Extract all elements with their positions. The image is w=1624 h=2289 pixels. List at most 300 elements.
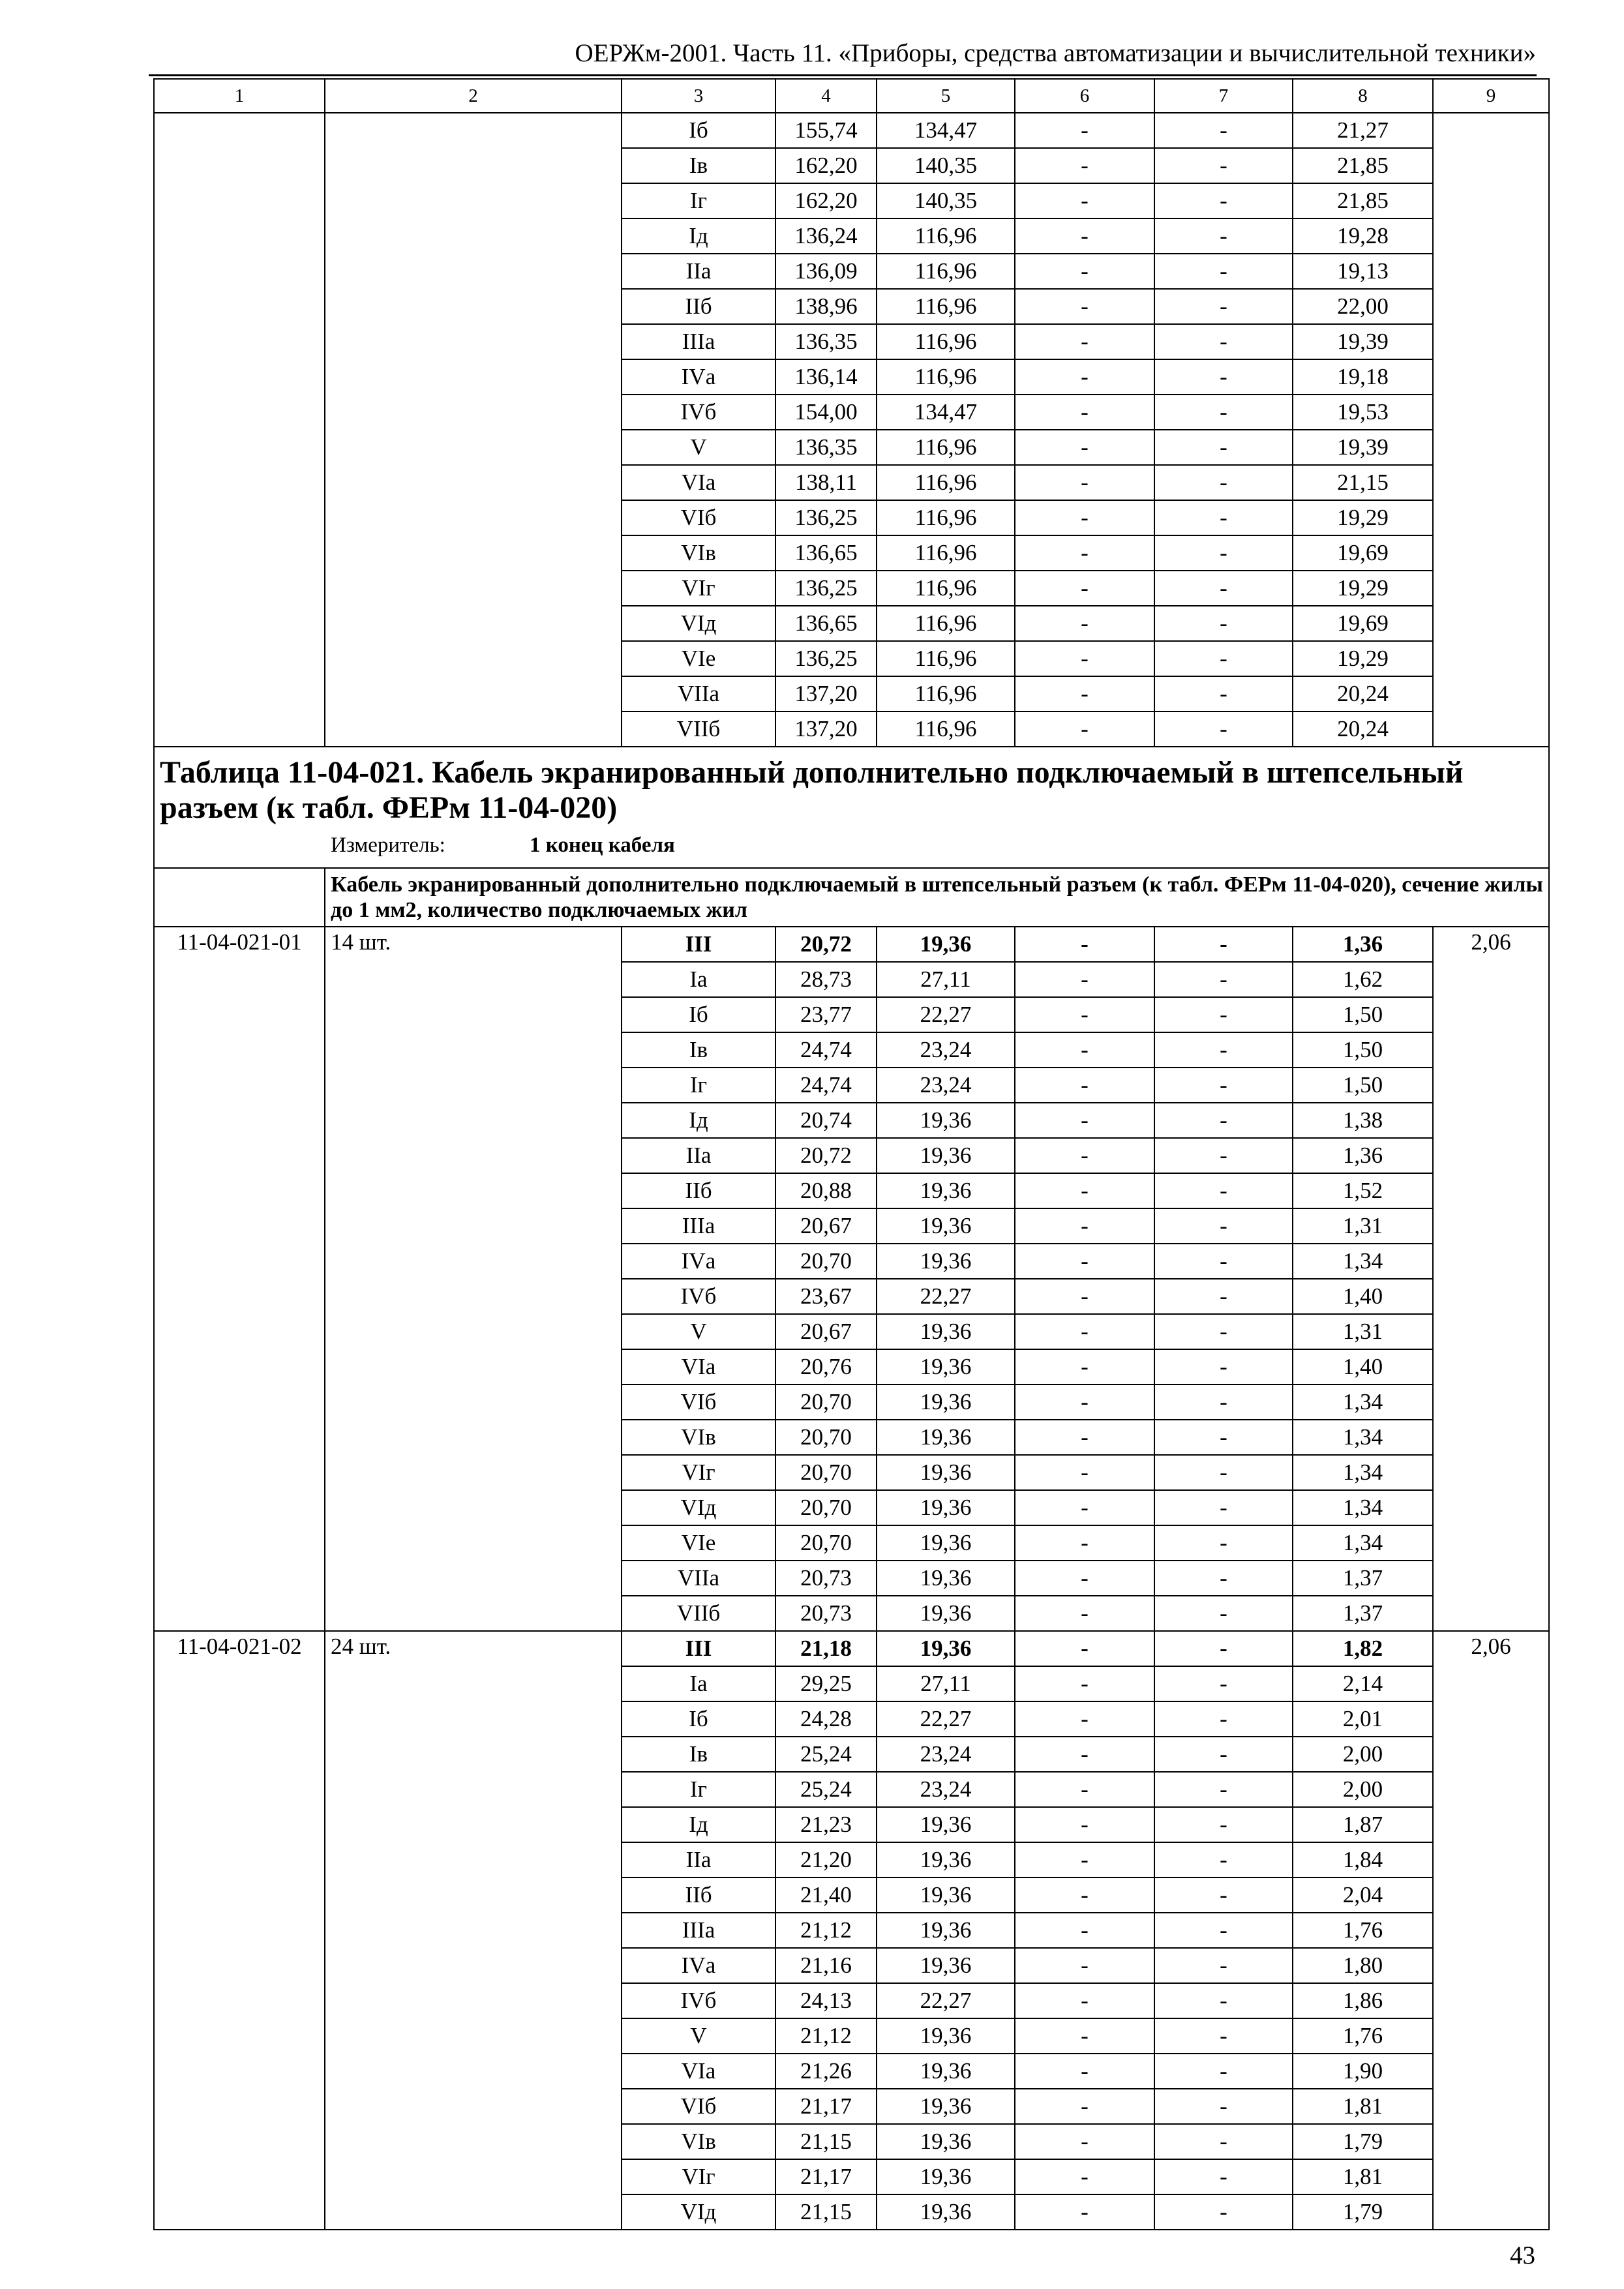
machine-cost-cell: - — [1015, 1525, 1154, 1561]
wage-cell: 23,24 — [877, 1772, 1015, 1807]
zone-cell: VIб — [622, 1384, 775, 1420]
zone-cell: VIе — [622, 641, 775, 676]
wage-cell: 19,36 — [877, 2018, 1015, 2054]
driver-wage-cell: - — [1154, 218, 1293, 254]
materials-cell: 2,01 — [1293, 1701, 1433, 1737]
driver-wage-cell: - — [1154, 254, 1293, 289]
materials-cell: 1,40 — [1293, 1279, 1433, 1314]
zone-cell: VIб — [622, 2089, 775, 2124]
machine-cost-cell: - — [1015, 395, 1154, 430]
machine-cost-cell: - — [1015, 1279, 1154, 1314]
total-cost-cell: 21,15 — [775, 2194, 877, 2230]
machine-cost-cell: - — [1015, 2089, 1154, 2124]
materials-cell: 2,14 — [1293, 1666, 1433, 1701]
driver-wage-cell: - — [1154, 2159, 1293, 2194]
zone-cell: V — [622, 430, 775, 465]
machine-cost-cell: - — [1015, 1068, 1154, 1103]
machine-cost-cell: - — [1015, 359, 1154, 395]
driver-wage-cell: - — [1154, 1948, 1293, 1983]
machine-cost-cell: - — [1015, 1737, 1154, 1772]
machine-cost-cell: - — [1015, 254, 1154, 289]
materials-cell: 1,52 — [1293, 1173, 1433, 1208]
materials-cell: 19,53 — [1293, 395, 1433, 430]
total-cost-cell: 21,17 — [775, 2159, 877, 2194]
materials-cell: 2,00 — [1293, 1737, 1433, 1772]
driver-wage-cell: - — [1154, 1279, 1293, 1314]
total-cost-cell: 20,72 — [775, 1138, 877, 1173]
materials-cell: 19,29 — [1293, 500, 1433, 535]
zone-cell: Iг — [622, 1772, 775, 1807]
materials-cell: 1,84 — [1293, 1842, 1433, 1878]
subheader-empty — [154, 868, 325, 927]
materials-cell: 19,29 — [1293, 571, 1433, 606]
driver-wage-cell: - — [1154, 500, 1293, 535]
driver-wage-cell: - — [1154, 2194, 1293, 2230]
total-cost-cell: 25,24 — [775, 1772, 877, 1807]
zone-cell: VIг — [622, 571, 775, 606]
driver-wage-cell: - — [1154, 1244, 1293, 1279]
driver-wage-cell: - — [1154, 148, 1293, 183]
total-cost-cell: 136,24 — [775, 218, 877, 254]
measure-value: 1 конец кабеля — [530, 833, 675, 857]
column-number: 1 — [154, 79, 325, 113]
materials-cell: 1,50 — [1293, 1032, 1433, 1068]
total-cost-cell: 29,25 — [775, 1666, 877, 1701]
total-cost-cell: 136,25 — [775, 500, 877, 535]
total-cost-cell: 20,70 — [775, 1384, 877, 1420]
wage-cell: 116,96 — [877, 641, 1015, 676]
total-cost-cell: 21,23 — [775, 1807, 877, 1842]
driver-wage-cell: - — [1154, 997, 1293, 1032]
total-cost-cell: 21,40 — [775, 1878, 877, 1913]
machine-cost-cell: - — [1015, 113, 1154, 148]
total-cost-cell: 21,16 — [775, 1948, 877, 1983]
total-cost-cell: 137,20 — [775, 676, 877, 711]
materials-cell: 2,00 — [1293, 1772, 1433, 1807]
zone-cell: VIб — [622, 500, 775, 535]
materials-cell: 1,81 — [1293, 2089, 1433, 2124]
wage-cell: 116,96 — [877, 535, 1015, 571]
materials-cell: 21,27 — [1293, 113, 1433, 148]
materials-cell: 1,34 — [1293, 1490, 1433, 1525]
wage-cell: 19,36 — [877, 1138, 1015, 1173]
total-cost-cell: 138,96 — [775, 289, 877, 324]
column-number: 3 — [622, 79, 775, 113]
driver-wage-cell: - — [1154, 395, 1293, 430]
column-number: 9 — [1433, 79, 1549, 113]
driver-wage-cell: - — [1154, 113, 1293, 148]
machine-cost-cell: - — [1015, 500, 1154, 535]
wage-cell: 19,36 — [877, 1314, 1015, 1349]
driver-wage-cell: - — [1154, 1631, 1293, 1666]
wage-cell: 23,24 — [877, 1032, 1015, 1068]
driver-wage-cell: - — [1154, 711, 1293, 747]
zone-cell: IIб — [622, 289, 775, 324]
machine-cost-cell: - — [1015, 2124, 1154, 2159]
materials-cell: 21,85 — [1293, 148, 1433, 183]
materials-cell: 1,76 — [1293, 2018, 1433, 2054]
wage-cell: 116,96 — [877, 218, 1015, 254]
zone-cell: VIд — [622, 2194, 775, 2230]
driver-wage-cell: - — [1154, 927, 1293, 962]
zone-cell: VIв — [622, 535, 775, 571]
zone-cell: III — [622, 927, 775, 962]
machine-cost-cell: - — [1015, 289, 1154, 324]
materials-cell: 19,28 — [1293, 218, 1433, 254]
total-cost-cell: 24,74 — [775, 1068, 877, 1103]
materials-cell: 1,79 — [1293, 2194, 1433, 2230]
zone-cell: IVб — [622, 395, 775, 430]
total-cost-cell: 20,70 — [775, 1244, 877, 1279]
zone-cell: VIв — [622, 2124, 775, 2159]
driver-wage-cell: - — [1154, 1737, 1293, 1772]
driver-wage-cell: - — [1154, 1032, 1293, 1068]
materials-cell: 19,13 — [1293, 254, 1433, 289]
zone-cell: Iб — [622, 1701, 775, 1737]
wage-cell: 22,27 — [877, 1279, 1015, 1314]
zone-cell: VIв — [622, 1420, 775, 1455]
total-cost-cell: 21,12 — [775, 1913, 877, 1948]
total-cost-cell: 25,24 — [775, 1737, 877, 1772]
zone-cell: VIг — [622, 1455, 775, 1490]
total-cost-cell: 21,15 — [775, 2124, 877, 2159]
item-description: 24 шт. — [325, 1631, 622, 2230]
machine-cost-cell: - — [1015, 2159, 1154, 2194]
wage-cell: 134,47 — [877, 395, 1015, 430]
zone-cell: V — [622, 1314, 775, 1349]
wage-cell: 19,36 — [877, 1561, 1015, 1596]
total-cost-cell: 136,35 — [775, 430, 877, 465]
materials-cell: 1,81 — [1293, 2159, 1433, 2194]
total-cost-cell: 20,88 — [775, 1173, 877, 1208]
driver-wage-cell: - — [1154, 1208, 1293, 1244]
machine-cost-cell: - — [1015, 2194, 1154, 2230]
table-row — [154, 113, 1549, 148]
machine-cost-cell: - — [1015, 430, 1154, 465]
materials-cell: 2,04 — [1293, 1878, 1433, 1913]
machine-cost-cell: - — [1015, 1561, 1154, 1596]
machine-cost-cell: - — [1015, 1878, 1154, 1913]
driver-wage-cell: - — [1154, 1103, 1293, 1138]
materials-cell: 1,87 — [1293, 1807, 1433, 1842]
zone-cell: IIIа — [622, 324, 775, 359]
driver-wage-cell: - — [1154, 1596, 1293, 1631]
zone-cell: IIIа — [622, 1208, 775, 1244]
wage-cell: 19,36 — [877, 1455, 1015, 1490]
zone-cell: Iа — [622, 962, 775, 997]
driver-wage-cell: - — [1154, 1349, 1293, 1384]
zone-cell: IVа — [622, 1244, 775, 1279]
column-number: 5 — [877, 79, 1015, 113]
materials-cell: 1,80 — [1293, 1948, 1433, 1983]
total-cost-cell: 23,77 — [775, 997, 877, 1032]
total-cost-cell: 136,25 — [775, 571, 877, 606]
wage-cell: 19,36 — [877, 1490, 1015, 1525]
wage-cell: 134,47 — [877, 113, 1015, 148]
zone-cell: IIа — [622, 254, 775, 289]
materials-cell: 1,50 — [1293, 997, 1433, 1032]
zone-cell: IVа — [622, 359, 775, 395]
driver-wage-cell: - — [1154, 359, 1293, 395]
materials-cell: 20,24 — [1293, 676, 1433, 711]
materials-cell: 1,79 — [1293, 2124, 1433, 2159]
table-row — [154, 927, 1549, 962]
wage-cell: 19,36 — [877, 1913, 1015, 1948]
wage-cell: 19,36 — [877, 2159, 1015, 2194]
total-cost-cell: 138,11 — [775, 465, 877, 500]
materials-cell: 1,86 — [1293, 1983, 1433, 2018]
total-cost-cell: 20,76 — [775, 1349, 877, 1384]
total-cost-cell: 137,20 — [775, 711, 877, 747]
total-cost-cell: 20,70 — [775, 1455, 877, 1490]
wage-cell: 22,27 — [877, 1983, 1015, 2018]
driver-wage-cell: - — [1154, 1455, 1293, 1490]
driver-wage-cell: - — [1154, 1913, 1293, 1948]
zone-cell: Iг — [622, 183, 775, 218]
wage-cell: 116,96 — [877, 711, 1015, 747]
norms-table — [153, 78, 1550, 2230]
measure-line — [160, 832, 1548, 858]
zone-cell: VIа — [622, 465, 775, 500]
driver-wage-cell: - — [1154, 962, 1293, 997]
wage-cell: 140,35 — [877, 183, 1015, 218]
materials-cell: 1,62 — [1293, 962, 1433, 997]
wage-cell: 19,36 — [877, 1208, 1015, 1244]
materials-cell: 1,38 — [1293, 1103, 1433, 1138]
machine-cost-cell: - — [1015, 1455, 1154, 1490]
materials-cell: 21,15 — [1293, 465, 1433, 500]
machine-cost-cell: - — [1015, 1032, 1154, 1068]
wage-cell: 19,36 — [877, 1878, 1015, 1913]
wage-cell: 19,36 — [877, 2054, 1015, 2089]
materials-cell: 1,50 — [1293, 1068, 1433, 1103]
zone-cell: IVб — [622, 1983, 775, 2018]
wage-cell: 116,96 — [877, 324, 1015, 359]
driver-wage-cell: - — [1154, 1878, 1293, 1913]
zone-cell: Iб — [622, 113, 775, 148]
subheader-row — [154, 868, 1549, 927]
materials-cell: 19,39 — [1293, 324, 1433, 359]
machine-cost-cell: - — [1015, 1631, 1154, 1666]
subheader-text: Кабель экранированный дополнительно подключаемый в штепсельный разъем (к табл. ФЕРм 11-04-020), сечение жилы до 1 мм2, количество подключаемых жил — [325, 868, 1549, 927]
total-cost-cell: 20,73 — [775, 1561, 877, 1596]
driver-wage-cell: - — [1154, 324, 1293, 359]
materials-cell: 1,34 — [1293, 1244, 1433, 1279]
wage-cell: 19,36 — [877, 1420, 1015, 1455]
driver-wage-cell: - — [1154, 1701, 1293, 1737]
driver-wage-cell: - — [1154, 183, 1293, 218]
zone-cell: VIа — [622, 2054, 775, 2089]
total-cost-cell: 28,73 — [775, 962, 877, 997]
zone-cell: III — [622, 1631, 775, 1666]
wage-cell: 23,24 — [877, 1737, 1015, 1772]
machine-cost-cell: - — [1015, 1349, 1154, 1384]
wage-cell: 19,36 — [877, 1103, 1015, 1138]
zone-cell: VIд — [622, 606, 775, 641]
wage-cell: 116,96 — [877, 254, 1015, 289]
total-cost-cell: 20,73 — [775, 1596, 877, 1631]
machine-cost-cell: - — [1015, 218, 1154, 254]
col9-cell-empty — [1433, 113, 1549, 747]
wage-cell: 116,96 — [877, 676, 1015, 711]
machine-cost-cell: - — [1015, 2054, 1154, 2089]
materials-cell: 1,34 — [1293, 1384, 1433, 1420]
machine-cost-cell: - — [1015, 1384, 1154, 1420]
machine-cost-cell: - — [1015, 183, 1154, 218]
wage-cell: 19,36 — [877, 2194, 1015, 2230]
wage-cell: 19,36 — [877, 1349, 1015, 1384]
driver-wage-cell: - — [1154, 1068, 1293, 1103]
total-cost-cell: 155,74 — [775, 113, 877, 148]
zone-cell: Iа — [622, 1666, 775, 1701]
description-cell-empty — [325, 113, 622, 747]
wage-cell: 19,36 — [877, 1173, 1015, 1208]
driver-wage-cell: - — [1154, 1807, 1293, 1842]
zone-cell: IIб — [622, 1173, 775, 1208]
machine-cost-cell: - — [1015, 148, 1154, 183]
driver-wage-cell: - — [1154, 1138, 1293, 1173]
zone-cell: VIе — [622, 1525, 775, 1561]
machine-cost-cell: - — [1015, 1420, 1154, 1455]
materials-cell: 1,36 — [1293, 1138, 1433, 1173]
wage-cell: 19,36 — [877, 1384, 1015, 1420]
total-cost-cell: 136,14 — [775, 359, 877, 395]
materials-cell: 1,90 — [1293, 2054, 1433, 2089]
item-col9: 2,06 — [1433, 1631, 1549, 2230]
materials-cell: 1,36 — [1293, 927, 1433, 962]
driver-wage-cell: - — [1154, 571, 1293, 606]
driver-wage-cell: - — [1154, 2054, 1293, 2089]
machine-cost-cell: - — [1015, 927, 1154, 962]
machine-cost-cell: - — [1015, 1596, 1154, 1631]
wage-cell: 27,11 — [877, 962, 1015, 997]
zone-cell: IIб — [622, 1878, 775, 1913]
materials-cell: 19,39 — [1293, 430, 1433, 465]
driver-wage-cell: - — [1154, 1842, 1293, 1878]
wage-cell: 19,36 — [877, 2089, 1015, 2124]
total-cost-cell: 20,67 — [775, 1314, 877, 1349]
zone-cell: IVа — [622, 1948, 775, 1983]
driver-wage-cell: - — [1154, 2124, 1293, 2159]
machine-cost-cell: - — [1015, 1208, 1154, 1244]
total-cost-cell: 20,67 — [775, 1208, 877, 1244]
machine-cost-cell: - — [1015, 1666, 1154, 1701]
machine-cost-cell: - — [1015, 962, 1154, 997]
total-cost-cell: 24,28 — [775, 1701, 877, 1737]
machine-cost-cell: - — [1015, 1173, 1154, 1208]
driver-wage-cell: - — [1154, 1173, 1293, 1208]
zone-cell: Iг — [622, 1068, 775, 1103]
zone-cell: Iд — [622, 1807, 775, 1842]
materials-cell: 1,76 — [1293, 1913, 1433, 1948]
machine-cost-cell: - — [1015, 1842, 1154, 1878]
machine-cost-cell: - — [1015, 1244, 1154, 1279]
wage-cell: 116,96 — [877, 359, 1015, 395]
total-cost-cell: 20,72 — [775, 927, 877, 962]
total-cost-cell: 21,20 — [775, 1842, 877, 1878]
driver-wage-cell: - — [1154, 1384, 1293, 1420]
driver-wage-cell: - — [1154, 676, 1293, 711]
wage-cell: 19,36 — [877, 1596, 1015, 1631]
wage-cell: 19,36 — [877, 1807, 1015, 1842]
column-number: 4 — [775, 79, 877, 113]
wage-cell: 116,96 — [877, 289, 1015, 324]
machine-cost-cell: - — [1015, 641, 1154, 676]
materials-cell: 1,34 — [1293, 1455, 1433, 1490]
total-cost-cell: 136,65 — [775, 606, 877, 641]
zone-cell: Iб — [622, 997, 775, 1032]
column-number-row — [154, 79, 1549, 113]
materials-cell: 1,31 — [1293, 1208, 1433, 1244]
total-cost-cell: 162,20 — [775, 148, 877, 183]
zone-cell: VIа — [622, 1349, 775, 1384]
machine-cost-cell: - — [1015, 1948, 1154, 1983]
zone-cell: Iд — [622, 1103, 775, 1138]
machine-cost-cell: - — [1015, 711, 1154, 747]
item-code: 11-04-021-02 — [154, 1631, 325, 2230]
zone-cell: IVб — [622, 1279, 775, 1314]
total-cost-cell: 20,74 — [775, 1103, 877, 1138]
wage-cell: 19,36 — [877, 1631, 1015, 1666]
materials-cell: 22,00 — [1293, 289, 1433, 324]
zone-cell: Iв — [622, 1032, 775, 1068]
table-title-row — [154, 747, 1549, 868]
zone-cell: VIIб — [622, 711, 775, 747]
wage-cell: 19,36 — [877, 2124, 1015, 2159]
table-title-block — [154, 747, 1549, 868]
code-cell-empty — [154, 113, 325, 747]
wage-cell: 116,96 — [877, 465, 1015, 500]
materials-cell: 20,24 — [1293, 711, 1433, 747]
materials-cell: 19,29 — [1293, 641, 1433, 676]
machine-cost-cell: - — [1015, 324, 1154, 359]
total-cost-cell: 21,18 — [775, 1631, 877, 1666]
zone-cell: Iв — [622, 1737, 775, 1772]
driver-wage-cell: - — [1154, 430, 1293, 465]
driver-wage-cell: - — [1154, 606, 1293, 641]
driver-wage-cell: - — [1154, 1490, 1293, 1525]
column-number: 6 — [1015, 79, 1154, 113]
zone-cell: VIIа — [622, 676, 775, 711]
wage-cell: 116,96 — [877, 571, 1015, 606]
driver-wage-cell: - — [1154, 641, 1293, 676]
machine-cost-cell: - — [1015, 2018, 1154, 2054]
column-number: 7 — [1154, 79, 1293, 113]
driver-wage-cell: - — [1154, 2018, 1293, 2054]
item-col9: 2,06 — [1433, 927, 1549, 1631]
zone-cell: V — [622, 2018, 775, 2054]
materials-cell: 1,34 — [1293, 1420, 1433, 1455]
zone-cell: IIа — [622, 1842, 775, 1878]
total-cost-cell: 24,74 — [775, 1032, 877, 1068]
machine-cost-cell: - — [1015, 676, 1154, 711]
driver-wage-cell: - — [1154, 289, 1293, 324]
total-cost-cell: 21,26 — [775, 2054, 877, 2089]
zone-cell: Iв — [622, 148, 775, 183]
wage-cell: 116,96 — [877, 606, 1015, 641]
wage-cell: 19,36 — [877, 1842, 1015, 1878]
materials-cell: 1,37 — [1293, 1596, 1433, 1631]
machine-cost-cell: - — [1015, 1913, 1154, 1948]
materials-cell: 19,69 — [1293, 606, 1433, 641]
driver-wage-cell: - — [1154, 1666, 1293, 1701]
total-cost-cell: 136,09 — [775, 254, 877, 289]
machine-cost-cell: - — [1015, 606, 1154, 641]
wage-cell: 116,96 — [877, 430, 1015, 465]
driver-wage-cell: - — [1154, 465, 1293, 500]
zone-cell: VIд — [622, 1490, 775, 1525]
driver-wage-cell: - — [1154, 2089, 1293, 2124]
